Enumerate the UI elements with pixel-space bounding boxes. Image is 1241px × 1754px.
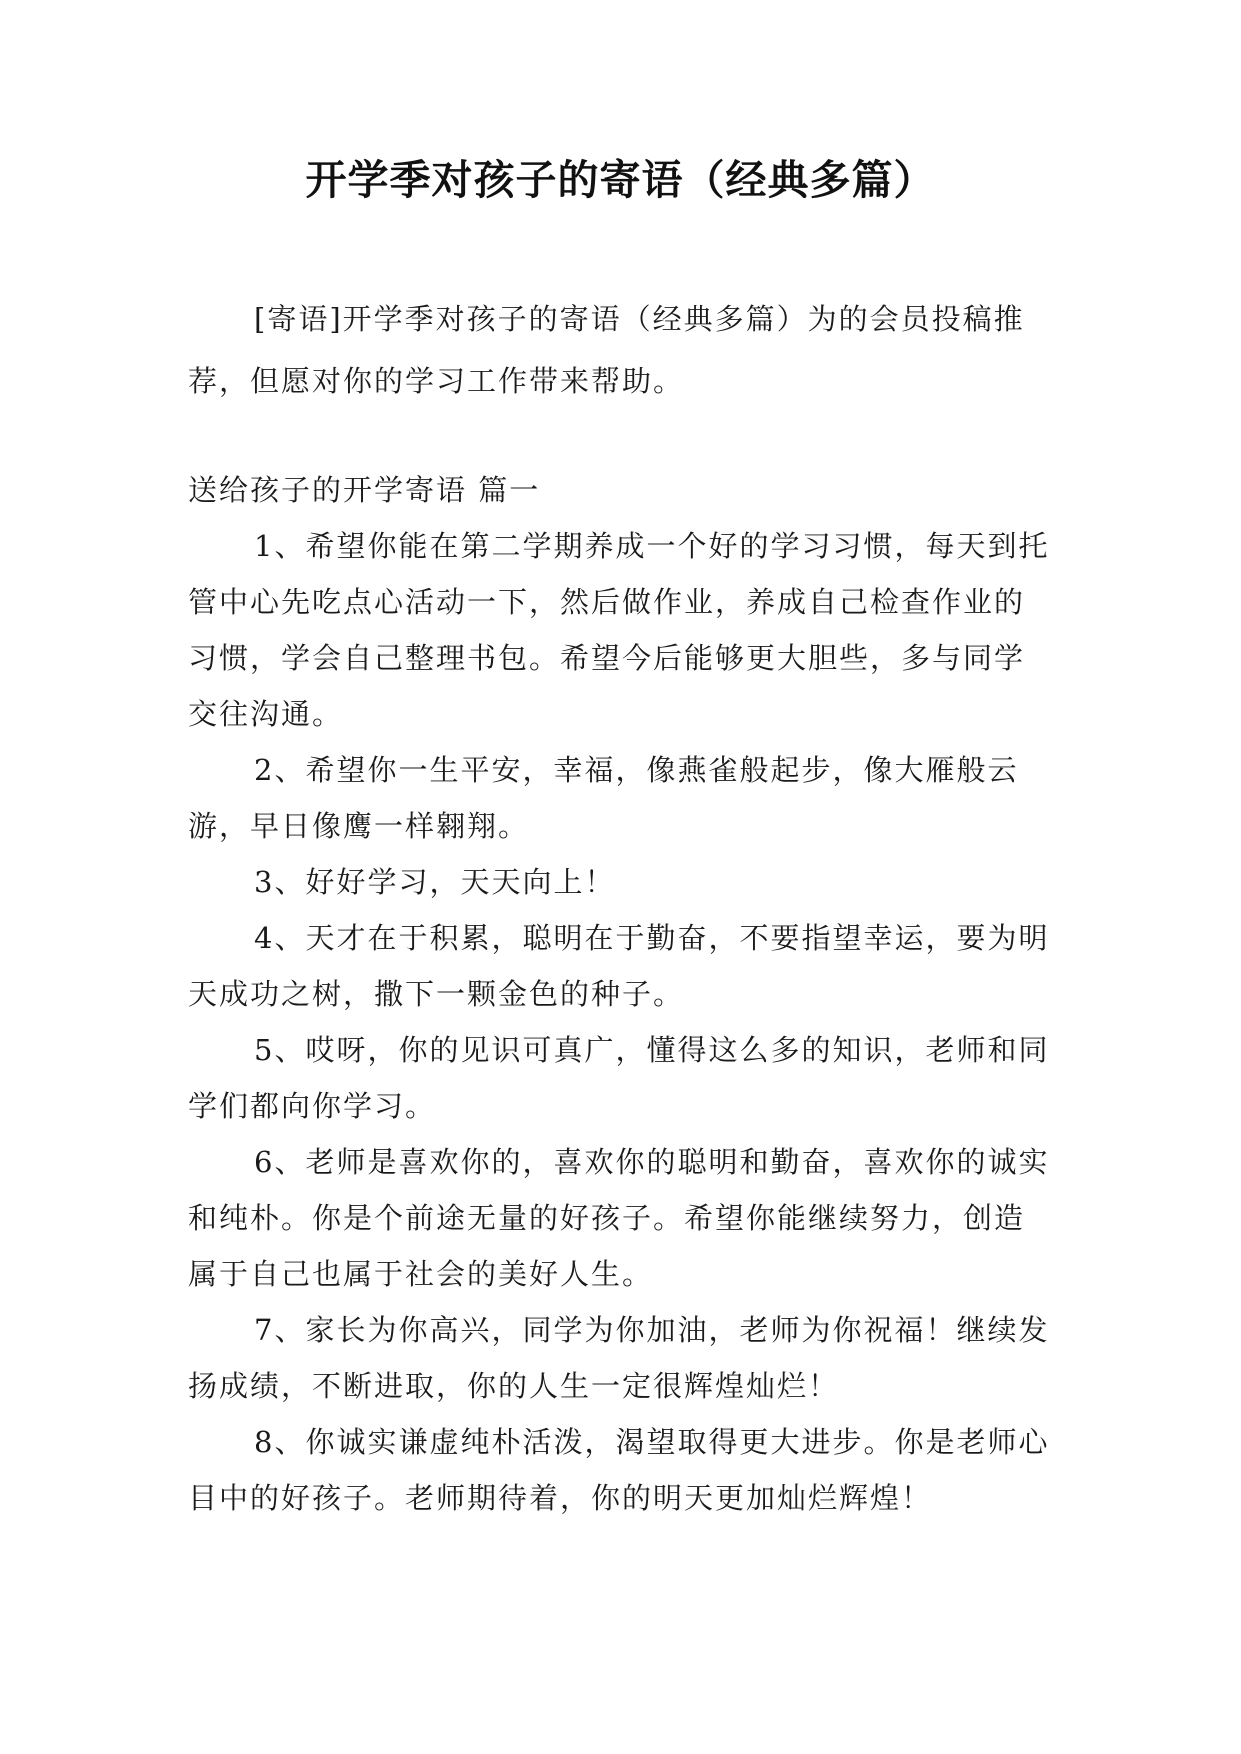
paragraph-7: 7、家长为你高兴，同学为你加油，老师为你祝福！继续发扬成绩，不断进取，你的人生一定很辉煌灿烂！ bbox=[188, 1313, 1050, 1403]
intro-paragraph: [寄语]开学季对孩子的寄语（经典多篇）为的会员投稿推荐，但愿对你的学习工作带来帮助。 bbox=[188, 302, 1025, 398]
paragraph-1: 1、希望你能在第二学期养成一个好的学习习惯，每天到托管中心先吃点心活动一下，然后做作业，养成自己检查作业的习惯，学会自己整理书包。希望今后能够更大胆些，多与同学交往沟通。 bbox=[188, 529, 1050, 731]
paragraph-5: 5、哎呀，你的见识可真广，懂得这么多的知识，老师和同学们都向你学习。 bbox=[188, 1033, 1050, 1123]
paragraph-4: 4、天才在于积累，聪明在于勤奋，不要指望幸运，要为明天成功之树，撒下一颗金色的种子。 bbox=[188, 921, 1050, 1011]
paragraph-6: 6、老师是喜欢你的，喜欢你的聪明和勤奋，喜欢你的诚实和纯朴。你是个前途无量的好孩子。希望你能继续努力，创造属于自己也属于社会的美好人生。 bbox=[188, 1145, 1050, 1291]
section-body bbox=[188, 462, 1054, 1526]
paragraph-3: 3、好好学习，天天向上！ bbox=[254, 865, 616, 899]
document-title: 开学季对孩子的寄语（经典多篇） bbox=[305, 156, 936, 204]
paragraph-8: 8、你诚实谦虚纯朴活泼，渴望取得更大进步。你是老师心目中的好孩子。老师期待着，你的明天更加灿烂辉煌！ bbox=[188, 1425, 1050, 1515]
paragraph-2: 2、希望你一生平安，幸福，像燕雀般起步，像大雁般云游，早日像鹰一样翱翔。 bbox=[188, 753, 1019, 843]
section-heading: 送给孩子的开学寄语 篇一 bbox=[188, 473, 541, 507]
